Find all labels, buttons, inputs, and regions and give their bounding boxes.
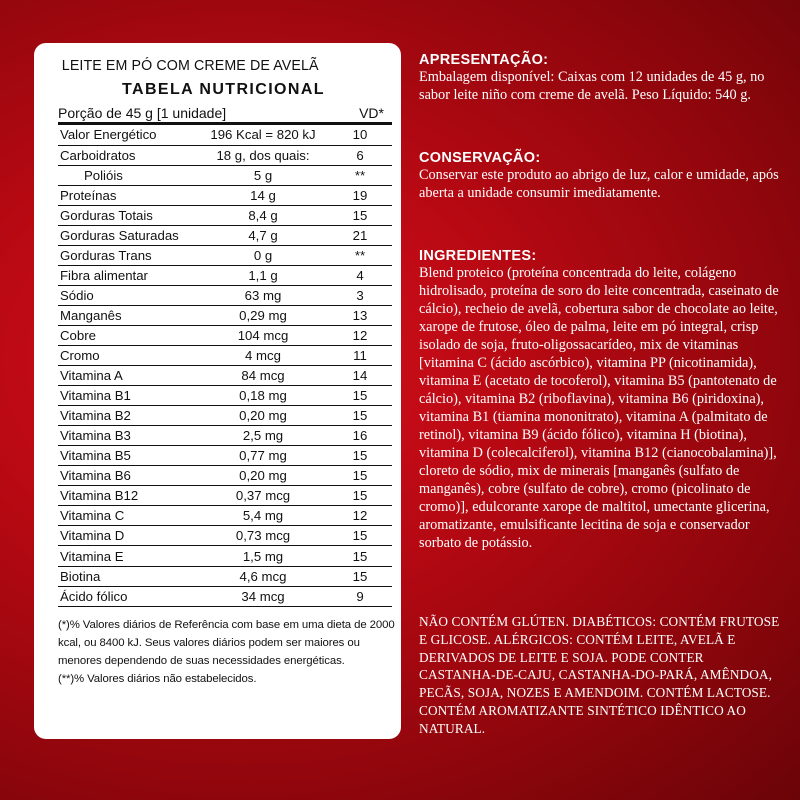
nutrient-amount: 0,37 mcg — [198, 486, 328, 506]
conservation-section — [419, 150, 781, 202]
nutrient-name: Cromo — [58, 346, 198, 366]
nutrient-vd: ** — [328, 165, 392, 185]
nutrition-row — [58, 446, 392, 466]
nutrition-row — [58, 386, 392, 406]
footnote-vd: (*)% Valores diários de Referência com base em uma dieta de 2000 kcal, ou 8400 kJ. Seus valores diários podem ser maiores ou menores dependendo de suas necessidades energéticas. — [58, 618, 395, 667]
nutrient-amount: 5,4 mg — [198, 506, 328, 526]
nutrient-amount: 2,5 mg — [198, 426, 328, 446]
nutrition-row — [58, 305, 392, 325]
nutrient-name: Vitamina E — [58, 546, 198, 566]
nutrient-vd: 15 — [328, 446, 392, 466]
nutrient-name: Fibra alimentar — [58, 265, 198, 285]
nutrient-vd: 14 — [328, 366, 392, 386]
nutrient-amount: 8,4 g — [198, 205, 328, 225]
nutrient-name: Sódio — [58, 285, 198, 305]
nutrient-vd: 15 — [328, 386, 392, 406]
portion-label: Porção de 45 g [1 unidade] — [58, 105, 227, 121]
allergen-warning: NÃO CONTÉM GLÚTEN. DIABÉTICOS: CONTÉM FRUTOSE E GLICOSE. ALÉRGICOS: CONTÉM LEITE, AVELÃ E DERIVADOS DE LEITE E SOJA. PODE CONTER CASTANHA-DE-CAJU, CASTANHA-DO-PARÁ, AMÊNDOA, PECÃS, SOJA, NOZES E AMENDOIM. CONTÉM LACTOSE. CONTÉM AROMATIZANTE SINTÉTICO IDÊNTICO AO NATURAL. — [419, 614, 780, 736]
nutrient-vd: 12 — [328, 506, 392, 526]
nutrition-row — [58, 366, 392, 386]
nutrient-amount: 0,20 mg — [198, 466, 328, 486]
nutrient-amount: 1,5 mg — [198, 546, 328, 566]
nutrient-amount: 0,29 mg — [198, 305, 328, 325]
table-title: TABELA NUTRICIONAL — [122, 81, 325, 98]
nutrient-amount: 1,1 g — [198, 265, 328, 285]
nutrition-row — [58, 285, 392, 305]
nutrient-vd: 9 — [328, 586, 392, 606]
nutrient-name: Vitamina D — [58, 526, 198, 546]
nutrient-vd: 15 — [328, 546, 392, 566]
nutrition-row — [58, 165, 392, 185]
presentation-section — [419, 52, 781, 104]
nutrient-vd: 15 — [328, 486, 392, 506]
nutrient-vd: 16 — [328, 426, 392, 446]
nutrition-row — [58, 586, 392, 606]
nutrient-amount: 14 g — [198, 185, 328, 205]
nutrient-vd: 6 — [328, 145, 392, 165]
nutrition-row — [58, 265, 392, 285]
nutrient-amount: 63 mg — [198, 285, 328, 305]
nutrition-row — [58, 466, 392, 486]
ingredients-title: INGREDIENTES: — [419, 248, 537, 264]
nutrient-name: Gorduras Trans — [58, 245, 198, 265]
nutrition-row — [58, 225, 392, 245]
nutrient-name: Manganês — [58, 305, 198, 325]
nutrient-amount: 104 mcg — [198, 325, 328, 345]
nutrient-amount: 0,18 mg — [198, 386, 328, 406]
nutrient-amount: 4,7 g — [198, 225, 328, 245]
nutrient-vd: 15 — [328, 205, 392, 225]
footnote-not-established: (**)% Valores diários não estabelecidos. — [58, 672, 257, 685]
nutrient-vd: 11 — [328, 346, 392, 366]
conservation-title: CONSERVAÇÃO: — [419, 150, 541, 166]
presentation-text: Embalagem disponível: Caixas com 12 unidades de 45 g, no sabor leite niño com creme de avelã. Peso Líquido: 540 g. — [419, 69, 765, 103]
ingredients-text: Blend proteico (proteína concentrada do leite, colágeno hidrolisado, proteína de soro do leite concentrada, caseinato de cálcio), recheio de avelã, cobertura sabor de chocolate ao leite, xarope de frutose, óleo de palma, leite em pó integral, crisp isolado de soja, fruto-oligossacarídeo, mix de vitaminas [vitamina C (ácido ascórbico), vitamina PP (nicotinamida), vitamina E (acetato de tocoferol), vitamina B5 (pantotenato de cálcio), vitamina B2 (riboflavina), vitamina B6 (piridoxina), vitamina B1 (tiamina mononitrato), vitamina A (palmitato de retinol), vitamina B9 (ácido fólico), vitamina H (biotina), vitamina D (colecalciferol), vitamina B12 (cianocobalamina)], cloreto de sódio, mix de minerais [manganês (sulfato de manganês), cobre (sulfato de cobre), cromo (picolinato de cromo)], edulcorante xarope de maltitol, umectante glicerina, aromatizante, emulsificante lecitina de soja e conservador sorbato de potássio. — [419, 265, 779, 551]
nutrient-vd: 13 — [328, 305, 392, 325]
product-name: LEITE EM PÓ COM CREME DE AVELÃ — [61, 57, 319, 74]
nutrient-vd: 15 — [328, 406, 392, 426]
nutrient-vd: 21 — [328, 225, 392, 245]
footnotes — [58, 616, 398, 688]
nutrient-name: Gorduras Totais — [58, 205, 198, 225]
nutrient-amount: 34 mcg — [198, 586, 328, 606]
nutrient-name: Vitamina B5 — [58, 446, 198, 466]
nutrient-vd: 19 — [328, 185, 392, 205]
nutrient-amount: 0,20 mg — [198, 406, 328, 426]
nutrient-vd: 4 — [328, 265, 392, 285]
nutrient-name: Vitamina B6 — [58, 466, 198, 486]
nutrition-row — [58, 185, 392, 205]
nutrition-row — [58, 486, 392, 506]
nutrition-row — [58, 406, 392, 426]
nutrition-row — [58, 145, 392, 165]
nutrient-amount: 4,6 mcg — [198, 566, 328, 586]
nutrient-name: Cobre — [58, 325, 198, 345]
nutrition-row — [58, 566, 392, 586]
nutrition-row — [58, 526, 392, 546]
nutrient-amount: 18 g, dos quais: — [198, 145, 328, 165]
nutrient-name: Vitamina A — [58, 366, 198, 386]
nutrient-name: Vitamina B1 — [58, 386, 198, 406]
nutrition-panel — [34, 43, 401, 739]
nutrient-amount: 196 Kcal = 820 kJ — [198, 125, 328, 145]
presentation-title: APRESENTAÇÃO: — [419, 52, 549, 68]
nutrition-row — [58, 205, 392, 225]
nutrient-vd: 12 — [328, 325, 392, 345]
nutrition-row — [58, 546, 392, 566]
nutrient-amount: 0 g — [198, 245, 328, 265]
ingredients-section — [419, 248, 781, 552]
vd-header: VD* — [359, 105, 384, 121]
nutrient-name: Polióis — [58, 165, 198, 185]
nutrition-table — [58, 125, 392, 607]
portion-header — [58, 105, 392, 125]
nutrient-name: Valor Energético — [58, 125, 198, 145]
nutrient-amount: 0,73 mcg — [198, 526, 328, 546]
nutrient-name: Vitamina C — [58, 506, 198, 526]
nutrient-amount: 5 g — [198, 165, 328, 185]
nutrient-name: Vitamina B12 — [58, 486, 198, 506]
conservation-text: Conservar este produto ao abrigo de luz, calor e umidade, após aberta a unidade consumir imediatamente. — [419, 167, 779, 201]
nutrient-name: Carboidratos — [58, 145, 198, 165]
nutrition-row — [58, 325, 392, 345]
nutrient-vd: 15 — [328, 566, 392, 586]
nutrient-name: Gorduras Saturadas — [58, 225, 198, 245]
nutrient-vd: ** — [328, 245, 392, 265]
nutrition-row — [58, 426, 392, 446]
nutrient-vd: 3 — [328, 285, 392, 305]
nutrient-name: Proteínas — [58, 185, 198, 205]
nutrition-row — [58, 125, 392, 145]
nutrient-amount: 0,77 mg — [198, 446, 328, 466]
nutrient-amount: 4 mcg — [198, 346, 328, 366]
nutrient-name: Vitamina B2 — [58, 406, 198, 426]
nutrition-row — [58, 346, 392, 366]
nutrient-vd: 10 — [328, 125, 392, 145]
nutrient-amount: 84 mcg — [198, 366, 328, 386]
nutrient-vd: 15 — [328, 466, 392, 486]
nutrient-vd: 15 — [328, 526, 392, 546]
nutrient-name: Ácido fólico — [58, 586, 198, 606]
nutrition-row — [58, 506, 392, 526]
nutrition-row — [58, 245, 392, 265]
nutrient-name: Vitamina B3 — [58, 426, 198, 446]
nutrient-name: Biotina — [58, 566, 198, 586]
